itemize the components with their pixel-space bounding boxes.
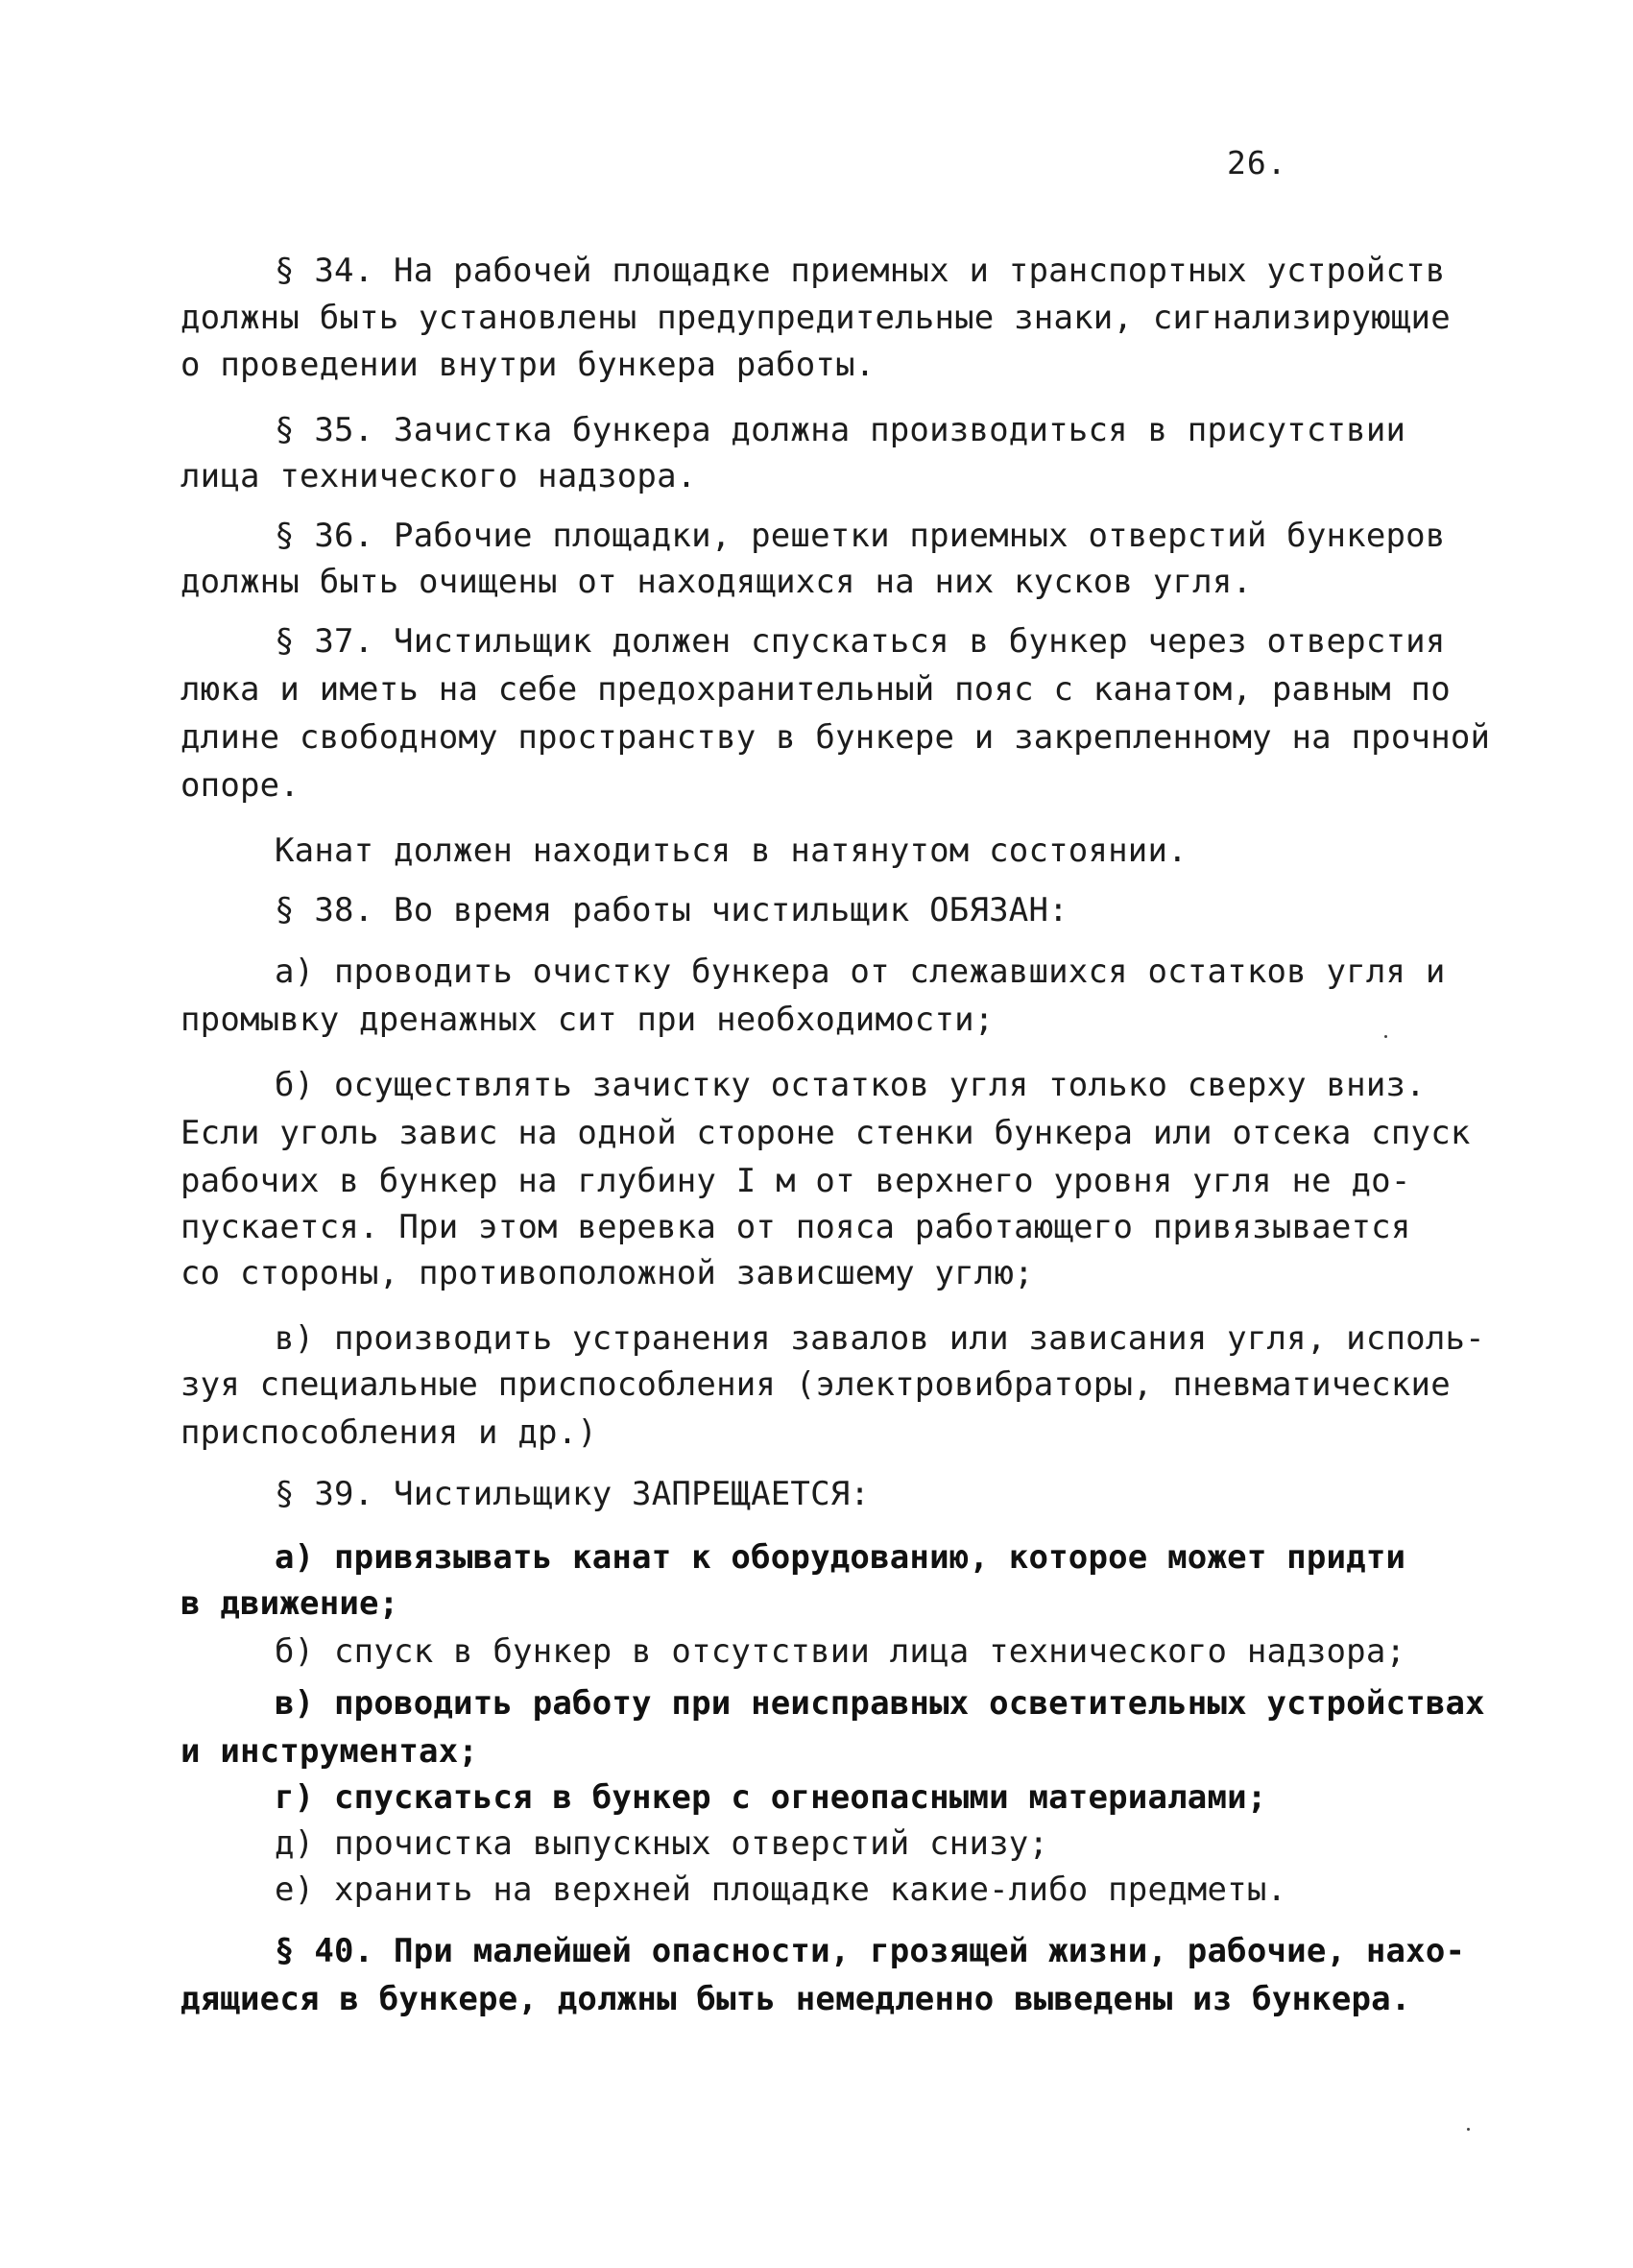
section-34-line-2: должны быть установлены предупредительные знаки, сигнализирующие	[180, 299, 1451, 337]
scan-speck	[1384, 1035, 1387, 1038]
section-39b: б) спуск в бункер в отсутствии лица технического надзора;	[275, 1632, 1406, 1671]
section-39e: д) прочистка выпускных отверстий снизу;	[275, 1824, 1049, 1863]
section-34-line-1: § 34. На рабочей площадке приемных и транспортных устройств	[275, 252, 1446, 290]
section-38b-line-3: рабочих в бункер на глубину I м от верхнего уровня угля не до-	[180, 1162, 1411, 1200]
section-39c-line-1: в) проводить работу при неисправных осветительных устройствах	[275, 1684, 1485, 1723]
section-38b-line-1: б) осуществлять зачистку остатков угля только сверху вниз.	[275, 1066, 1426, 1104]
section-38a-line-2: промывку дренажных сит при необходимости;	[180, 1001, 995, 1039]
section-38c-line-3: приспособления и др.)	[180, 1413, 598, 1452]
section-38-heading: § 38. Во время работы чистильщик ОБЯЗАН:	[275, 891, 1069, 929]
section-39-heading: § 39. Чистильщику ЗАПРЕЩАЕТСЯ:	[275, 1475, 871, 1513]
section-35-line-1: § 35. Зачистка бункера должна производиться в присутствии	[275, 411, 1406, 449]
page-number: 26.	[1227, 144, 1287, 181]
scan-speck	[1467, 2128, 1470, 2131]
section-38b-line-4: пускается. При этом веревка от пояса работающего привязывается	[180, 1208, 1411, 1246]
section-40-line-1: § 40. При малейшей опасности, грозящей жизни, рабочие, нахо-	[275, 1932, 1466, 1970]
section-38b-line-5: со стороны, противоположной зависшему углю;	[180, 1254, 1034, 1292]
section-37-line-4: опоре.	[180, 766, 300, 805]
section-34-line-3: о проведении внутри бункера работы.	[180, 346, 876, 384]
section-39a-line-1: а) привязывать канат к оборудованию, которое может придти	[275, 1538, 1406, 1577]
section-39f: е) хранить на верхней площадке какие-либо предметы.	[275, 1870, 1287, 1909]
section-39a-line-2: в движение;	[180, 1584, 399, 1623]
section-39d: г) спускаться в бункер с огнеопасными материалами;	[275, 1778, 1267, 1817]
section-37-note: Канат должен находиться в натянутом состоянии.	[275, 832, 1188, 870]
section-37-line-1: § 37. Чистильщик должен спускаться в бункер через отверстия	[275, 622, 1446, 661]
section-35-line-2: лица технического надзора.	[180, 457, 697, 495]
section-38b-line-2: Если уголь завис на одной стороне стенки бункера или отсека спуск	[180, 1114, 1471, 1152]
section-40-line-2: дящиеся в бункере, должны быть немедленно выведены из бункера.	[180, 1980, 1411, 2018]
section-36-line-2: должны быть очищены от находящихся на них кусков угля.	[180, 563, 1253, 601]
section-38c-line-2: зуя специальные приспособления (электровибраторы, пневматические	[180, 1365, 1451, 1404]
section-38c-line-1: в) производить устранения завалов или зависания угля, исполь-	[275, 1319, 1485, 1358]
section-36-line-1: § 36. Рабочие площадки, решетки приемных отверстий бункеров	[275, 517, 1446, 555]
section-39c-line-2: и инструментах;	[180, 1732, 479, 1771]
section-37-line-3: длине свободному пространству в бункере и закрепленному на прочной	[180, 718, 1491, 757]
section-37-line-2: люка и иметь на себе предохранительный пояс с канатом, равным по	[180, 670, 1451, 709]
section-38a-line-1: а) проводить очистку бункера от слежавшихся остатков угля и	[275, 953, 1446, 991]
